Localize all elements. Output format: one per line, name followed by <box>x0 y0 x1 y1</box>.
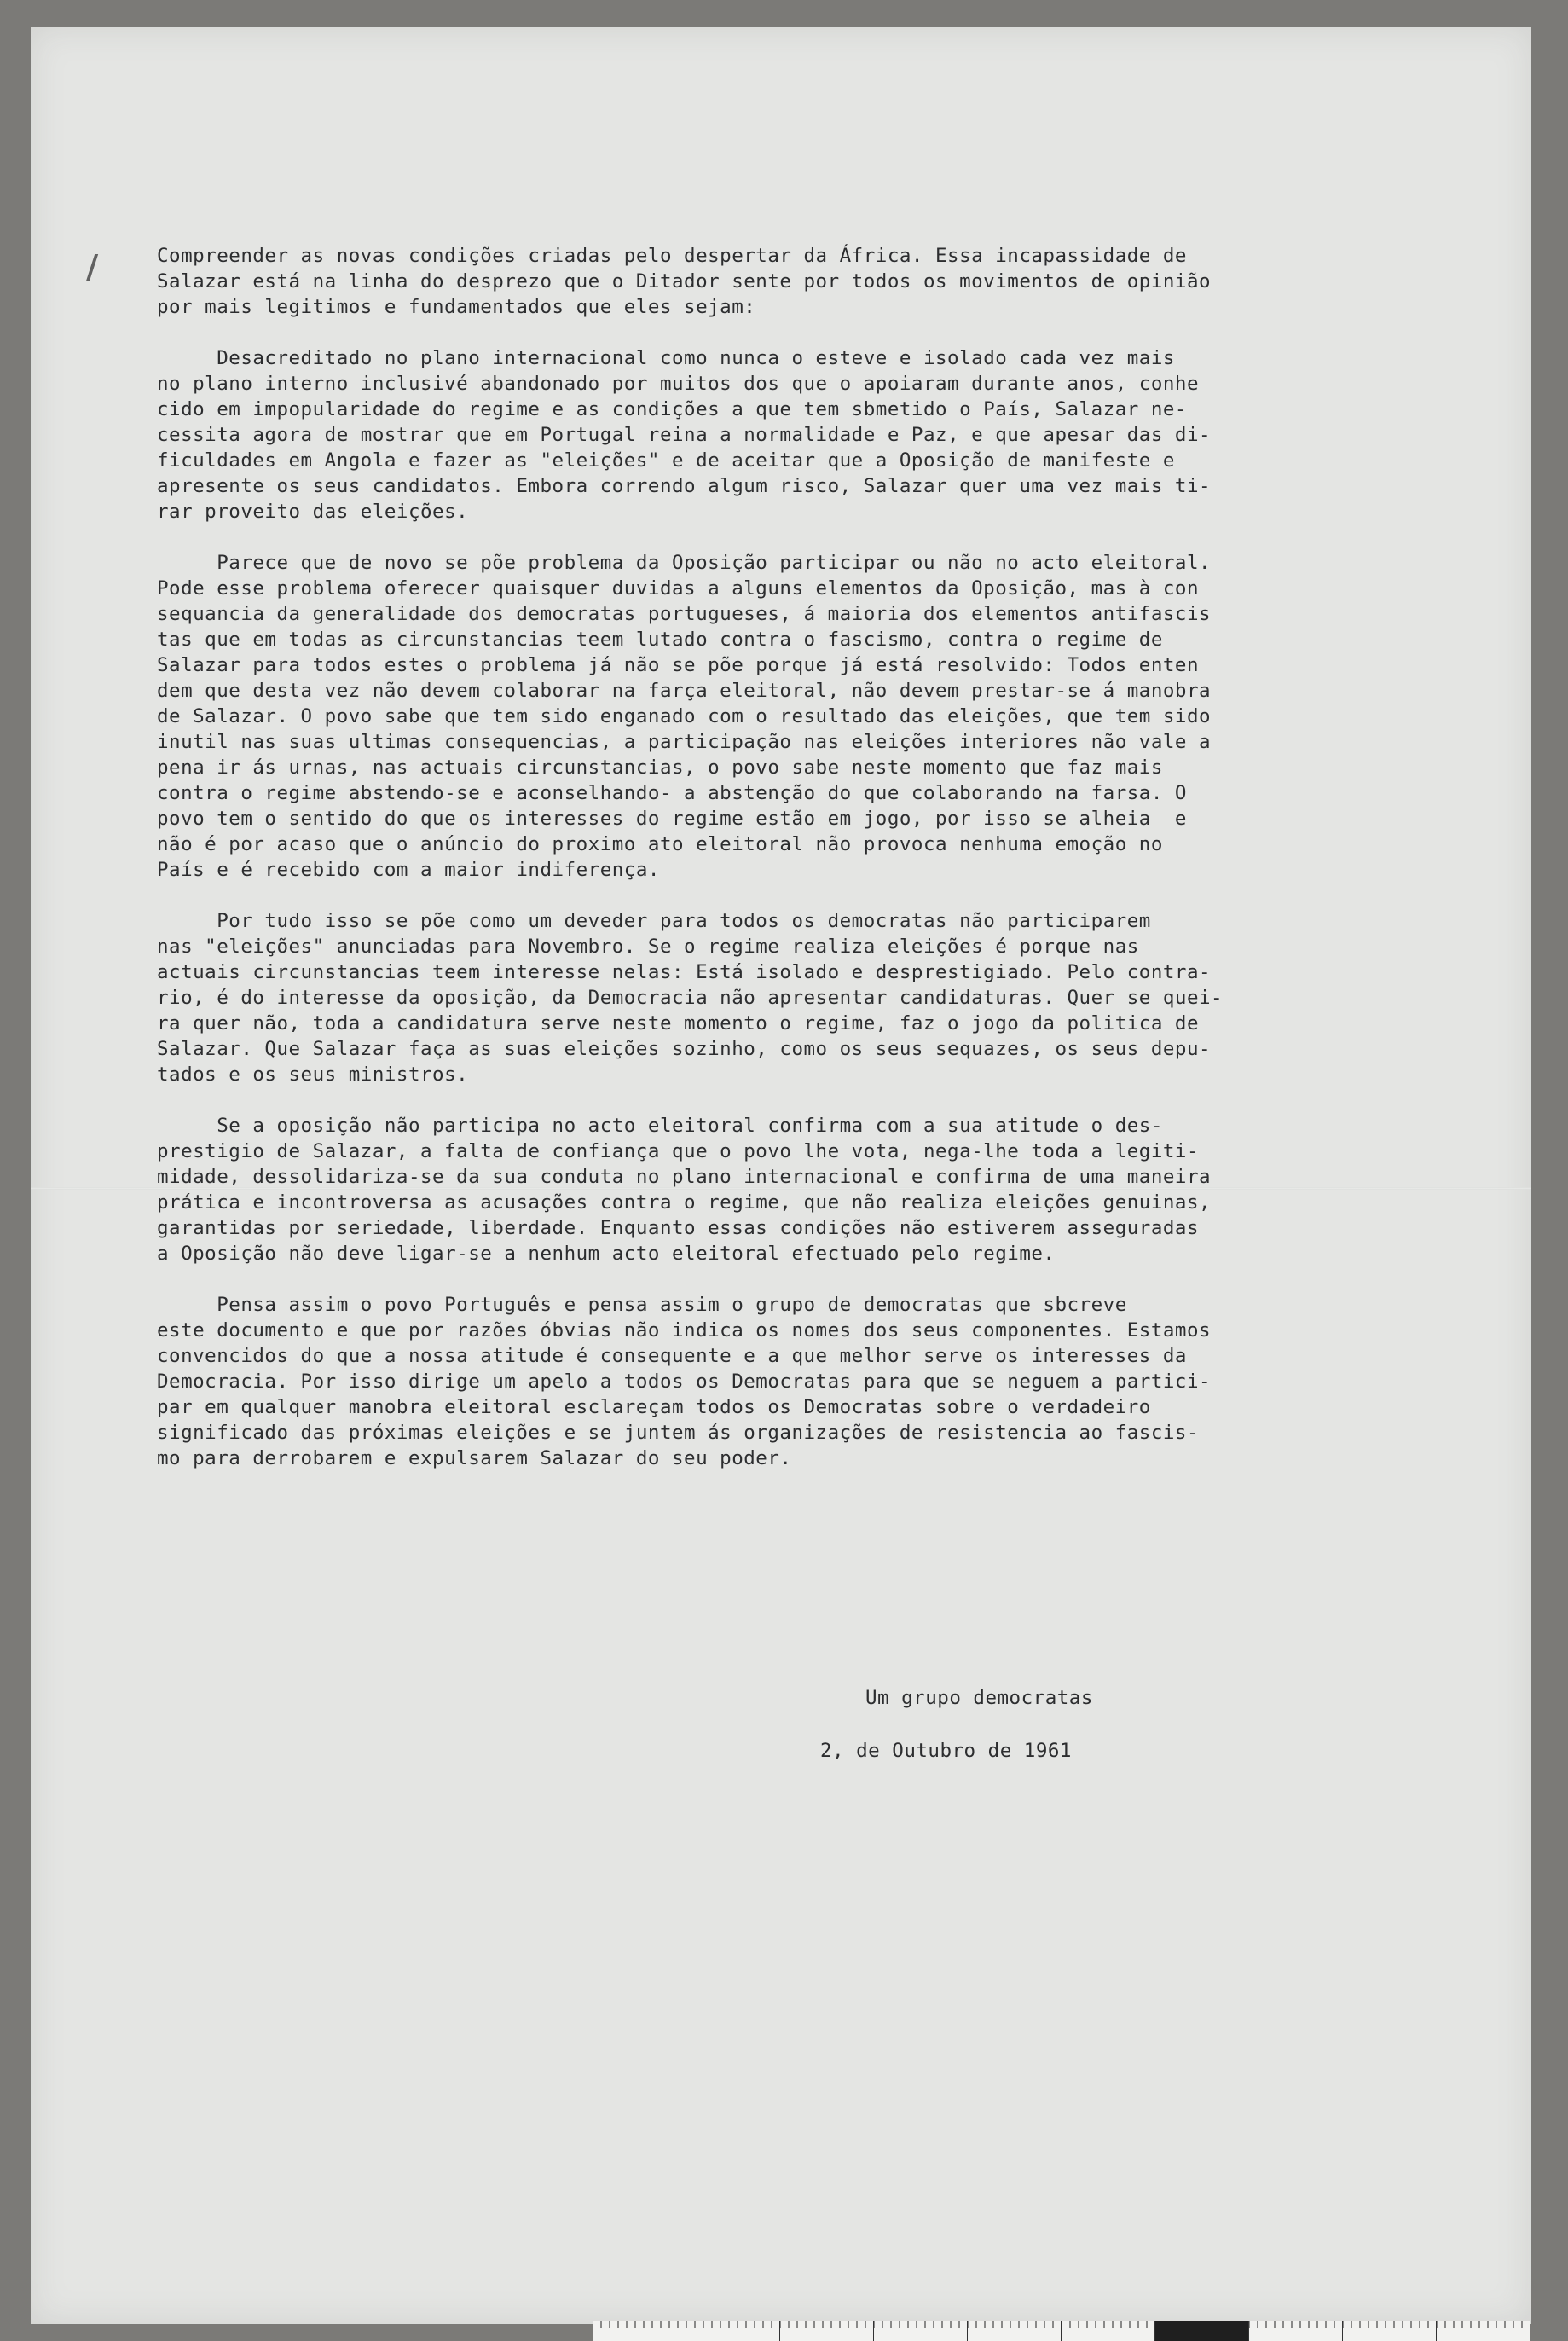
text-line: inutil nas suas ultimas consequencias, a participação nas eleições interiores não vale a <box>157 731 1212 753</box>
text-line: cessita agora de mostrar que em Portugal reina a normalidade e Paz, e que apesar das di- <box>157 424 1212 446</box>
text-line: País e é recebido com a maior indiferença. <box>157 859 660 881</box>
text-line: par em qualquer manobra eleitoral esclareçam todos os Democratas sobre o verdadeiro <box>157 1396 1151 1418</box>
text-line: Salazar. Que Salazar faça as suas eleições sozinho, como os seus sequazes, os seus depu- <box>157 1038 1212 1060</box>
text-line: tas que em todas as circunstancias teem lutado contra o fascismo, contra o regime de <box>157 629 1163 651</box>
text-line: Parece que de novo se põe problema da Oposição participar ou não no acto eleitoral. <box>157 552 1212 574</box>
text-line: cido em impopularidade do regime e as condições a que tem sbmetido o País, Salazar ne- <box>157 398 1187 420</box>
text-line: Salazar para todos estes o problema já não se põe porque já está resolvido: Todos enten <box>157 654 1200 676</box>
text-line: Democracia. Por isso dirige um apelo a todos os Democratas para que se neguem a partici- <box>157 1370 1212 1393</box>
text-line: convencidos do que a nossa atitude é consequente e a que melhor serve os interesses da <box>157 1345 1187 1367</box>
text-line: prática e incontroversa as acusações contra o regime, que não realiza eleições genuinas, <box>157 1191 1212 1214</box>
text-line: tados e os seus ministros. <box>157 1063 469 1086</box>
text-line: Desacreditado no plano internacional como nunca o esteve e isolado cada vez mais <box>157 347 1175 369</box>
text-line: este documento e que por razões óbvias não indica os nomes dos seus componentes. Estamos <box>157 1319 1212 1341</box>
intro-paragraph <box>157 243 1444 320</box>
signature: Um grupo democratas <box>865 1687 1093 1709</box>
text-line: mo para derrobarem e expulsarem Salazar do seu poder. <box>157 1447 792 1469</box>
text-line: ra quer não, toda a candidatura serve neste momento o regime, faz o jogo da politica de <box>157 1012 1200 1034</box>
text-line: Por tudo isso se põe como um deveder para todos os democratas não participarem <box>157 910 1151 932</box>
handwritten-mark <box>86 254 98 281</box>
text-line: sequancia da generalidade dos democratas portugueses, á maioria dos elementos antifascis <box>157 603 1212 625</box>
text-line: no plano interno inclusivé abandonado por muitos dos que o apoiaram durante anos, conhe <box>157 373 1200 395</box>
text-line: não é por acaso que o anúncio do proximo ato eleitoral não provoca nenhuma emoção no <box>157 833 1163 855</box>
text-line: midade, dessolidariza-se da sua conduta no plano internacional e confirma de uma maneira <box>157 1166 1212 1188</box>
paragraph-3 <box>157 908 1444 1087</box>
paragraph-2 <box>157 550 1444 883</box>
text-line: por mais legitimos e fundamentados que eles sejam: <box>157 296 756 318</box>
paragraph-1 <box>157 345 1444 524</box>
text-line: actuais circunstancias teem interesse nelas: Está isolado e desprestigiado. Pelo contra- <box>157 961 1212 983</box>
text-line: povo tem o sentido do que os interesses do regime estão em jogo, por isso se alheia e <box>157 808 1187 830</box>
document-date: 2, de Outubro de 1961 <box>820 1740 1072 1762</box>
text-line: a Oposição não deve ligar-se a nenhum acto eleitoral efectuado pelo regime. <box>157 1243 1056 1265</box>
text-line: Pode esse problema oferecer quaisquer duvidas a alguns elementos da Oposição, mas à con <box>157 577 1200 600</box>
text-line: de Salazar. O povo sabe que tem sido enganado com o resultado das eleições, que tem sido <box>157 705 1212 727</box>
text-line: nas "eleições" anunciadas para Novembro. Se o regime realiza eleições é porque nas <box>157 936 1139 958</box>
text-line: garantidas por seriedade, liberdade. Enquanto essas condições não estiverem asseguradas <box>157 1217 1200 1239</box>
text-line: ficuldades em Angola e fazer as "eleições" e de aceitar que a Oposição de manifeste e <box>157 449 1175 472</box>
text-line: Salazar está na linha do desprezo que o Ditador sente por todos os movimentos de opinião <box>157 270 1212 293</box>
text-line: contra o regime abstendo-se e aconselhando- a abstenção do que colaborando na farsa. O <box>157 782 1187 804</box>
text-line: rio, é do interesse da oposição, da Democracia não apresentar candidaturas. Quer se quei- <box>157 987 1224 1009</box>
text-line: Compreender as novas condições criadas pelo despertar da África. Essa incapassidade de <box>157 245 1187 267</box>
text-line: dem que desta vez não devem colaborar na farça eleitoral, não devem prestar-se á manobra <box>157 680 1212 702</box>
paragraph-4 <box>157 1113 1444 1266</box>
text-line: Se a oposição não participa no acto eleitoral confirma com a sua atitude o des- <box>157 1115 1163 1137</box>
paragraph-5 <box>157 1292 1444 1471</box>
text-line: Pensa assim o povo Português e pensa assim o grupo de democratas que sbcreve <box>157 1294 1127 1316</box>
text-line: prestigio de Salazar, a falta de confiança que o povo lhe vota, nega-lhe toda a legiti- <box>157 1140 1200 1162</box>
scale-ruler <box>593 2321 1530 2341</box>
typed-letter-body <box>157 243 1444 1471</box>
text-line: pena ir ás urnas, nas actuais circunstancias, o povo sabe neste momento que faz mais <box>157 756 1163 779</box>
text-line: significado das próximas eleições e se juntem ás organizações de resistencia ao fascis- <box>157 1422 1200 1444</box>
text-line: apresente os seus candidatos. Embora correndo algum risco, Salazar quer uma vez mais ti- <box>157 475 1212 497</box>
text-line: rar proveito das eleições. <box>157 501 469 523</box>
